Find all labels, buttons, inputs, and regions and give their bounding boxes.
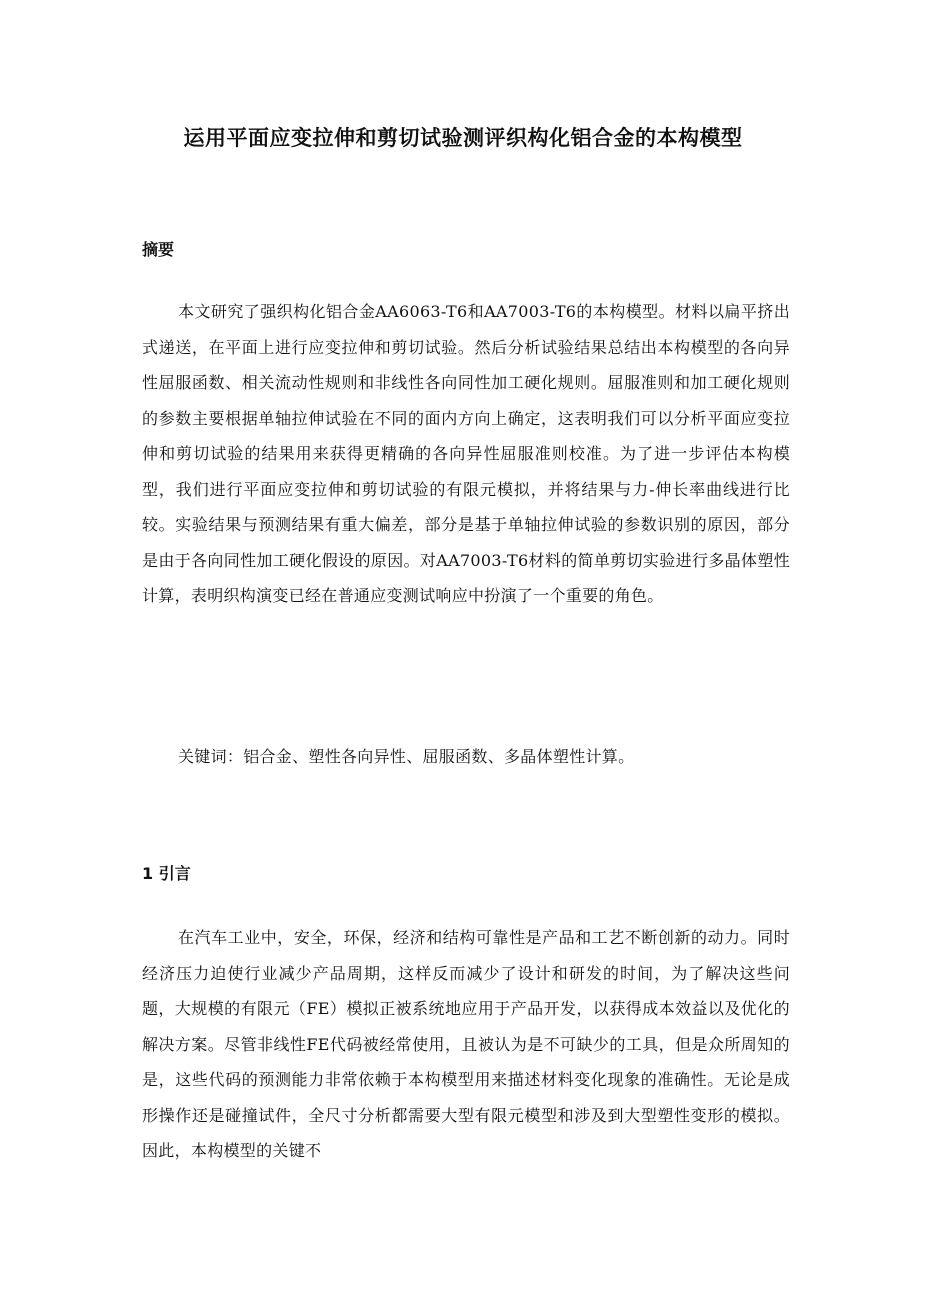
abstract-paragraph: 本文研究了强织构化铝合金AA6063-T6和AA7003-T6的本构模型。材料以扁平挤出式递送，在平面上进行应变拉伸和剪切试验。然后分析试验结果总结出本构模型的各向异性屈服函数、相关流动性规则和非线性各向同性加工硬化规则。屈服准则和加工硬化规则的参数主要根据单轴拉伸试验在不同的面内方向上确定，这表明我们可以分析平面应变拉伸和剪切试验的结果用来获得更精确的各向异性屈服准则校准。为了进一步评估本构模型，我们进行平面应变拉伸和剪切试验的有限元模拟，并将结果与力-伸长率曲线进行比较。实验结果与预测结果有重大偏差，部分是基于单轴拉伸试验的参数识别的原因，部分是由于各向同性加工硬化假设的原因。对AA7003-T6材料的简单剪切实验进行多晶体塑性计算，表明织构演变已经在普通应变测试响应中扮演了一个重要的角色。	[142, 302, 790, 605]
keywords-line: 关键词：铝合金、塑性各向异性、屈服函数、多晶体塑性计算。	[178, 747, 635, 766]
page-title: 运用平面应变拉伸和剪切试验测评织构化铝合金的本构模型	[183, 126, 743, 150]
abstract-heading: 摘要	[142, 240, 175, 259]
introduction-heading: 1 引言	[142, 864, 191, 883]
introduction-paragraph: 在汽车工业中，安全，环保，经济和结构可靠性是产品和工艺不断创新的动力。同时经济压力迫使行业减少产品周期，这样反而减少了设计和研发的时间，为了解决这些问题，大规模的有限元（FE）模拟正被系统地应用于产品开发，以获得成本效益以及优化的解决方案。尽管非线性FE代码被经常使用，且被认为是不可缺少的工具，但是众所周知的是，这些代码的预测能力非常依赖于本构模型用来描述材料变化现象的准确性。无论是成形操作还是碰撞试件，全尺寸分析都需要大型有限元模型和涉及到大型塑性变形的模拟。因此，本构模型的关键不	[142, 928, 790, 1160]
